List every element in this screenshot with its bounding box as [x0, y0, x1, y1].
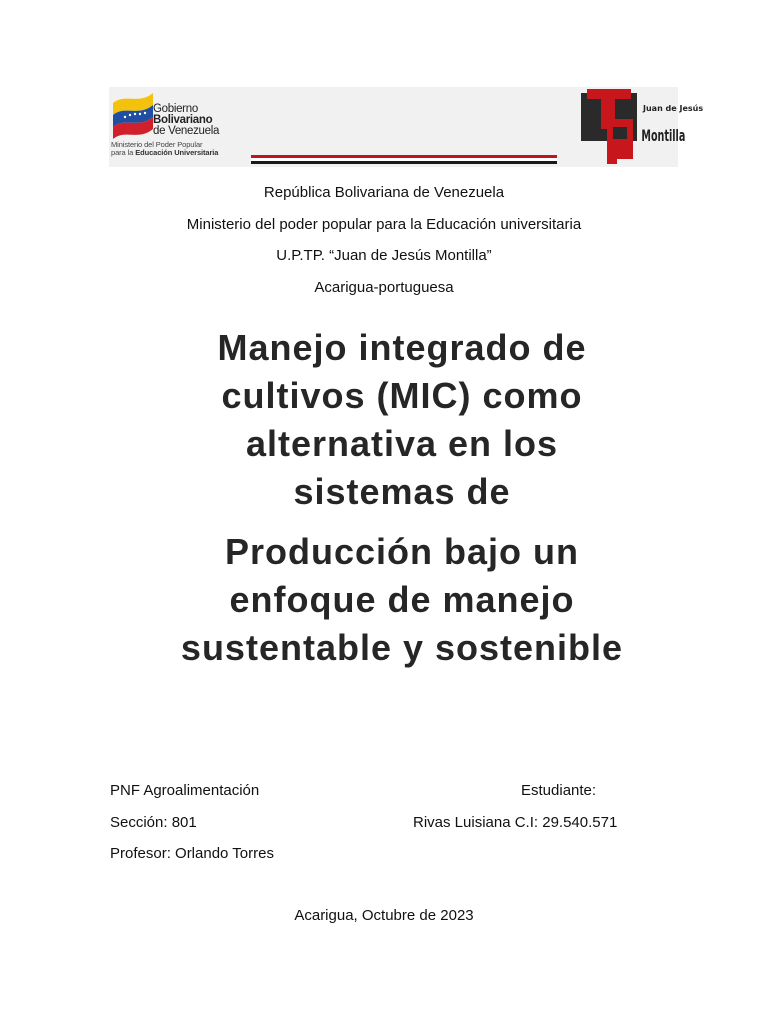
- svg-text:Juan de Jesús: Juan de Jesús: [643, 104, 704, 113]
- ministry-line2: [111, 149, 251, 157]
- ministry-line1: Ministerio del Poder Popular: [111, 140, 203, 149]
- location-line: Acarigua-portuguesa: [314, 279, 454, 296]
- gov-name-line3: de Venezuela: [153, 125, 220, 137]
- venezuela-flag-logo: [111, 89, 155, 139]
- title-line: sistemas de: [293, 471, 511, 512]
- ministry-line: Ministerio del poder popular para la Educación universitaria: [186, 216, 582, 233]
- title-line: sustentable y sostenible: [180, 627, 624, 668]
- university-line: U.P.TP. “Juan de Jesús Montilla”: [276, 247, 492, 264]
- gov-name-line2: Bolivariano: [153, 114, 213, 126]
- header-banner: [109, 87, 704, 167]
- title-line: alternativa en los: [245, 423, 559, 464]
- government-name: [153, 104, 273, 137]
- title-part1: [120, 324, 684, 516]
- title-line: cultivos (MIC) como: [221, 375, 583, 416]
- title-part2: [120, 528, 684, 672]
- title-line: Manejo integrado de: [217, 327, 587, 368]
- student-heading: Estudiante:: [521, 782, 597, 799]
- gov-name-line1: Gobierno: [153, 103, 198, 115]
- title-line: Producción bajo un: [224, 531, 579, 572]
- decorative-stripes: [251, 155, 557, 164]
- student-name: Rivas Luisiana C.I: 29.540.571: [413, 814, 618, 831]
- ministry-line2-prefix: para la: [111, 148, 136, 157]
- svg-text:Montilla: Montilla: [641, 127, 686, 146]
- uptp-logo: [579, 89, 639, 164]
- ministry-subtitle: [111, 141, 251, 157]
- place-date: Acarigua, Octubre de 2023: [294, 907, 474, 924]
- section-label: Sección: 801: [110, 814, 197, 831]
- professor-label: Profesor: Orlando Torres: [110, 845, 274, 862]
- republic-line: República Bolivariana de Venezuela: [263, 184, 505, 201]
- ministry-line2-bold: Educación Universitaria: [135, 148, 219, 157]
- program-label: PNF Agroalimentación: [110, 782, 260, 799]
- uptp-side-text: [639, 97, 704, 157]
- stripe-black: [251, 161, 557, 164]
- title-line: enfoque de manejo: [229, 579, 575, 620]
